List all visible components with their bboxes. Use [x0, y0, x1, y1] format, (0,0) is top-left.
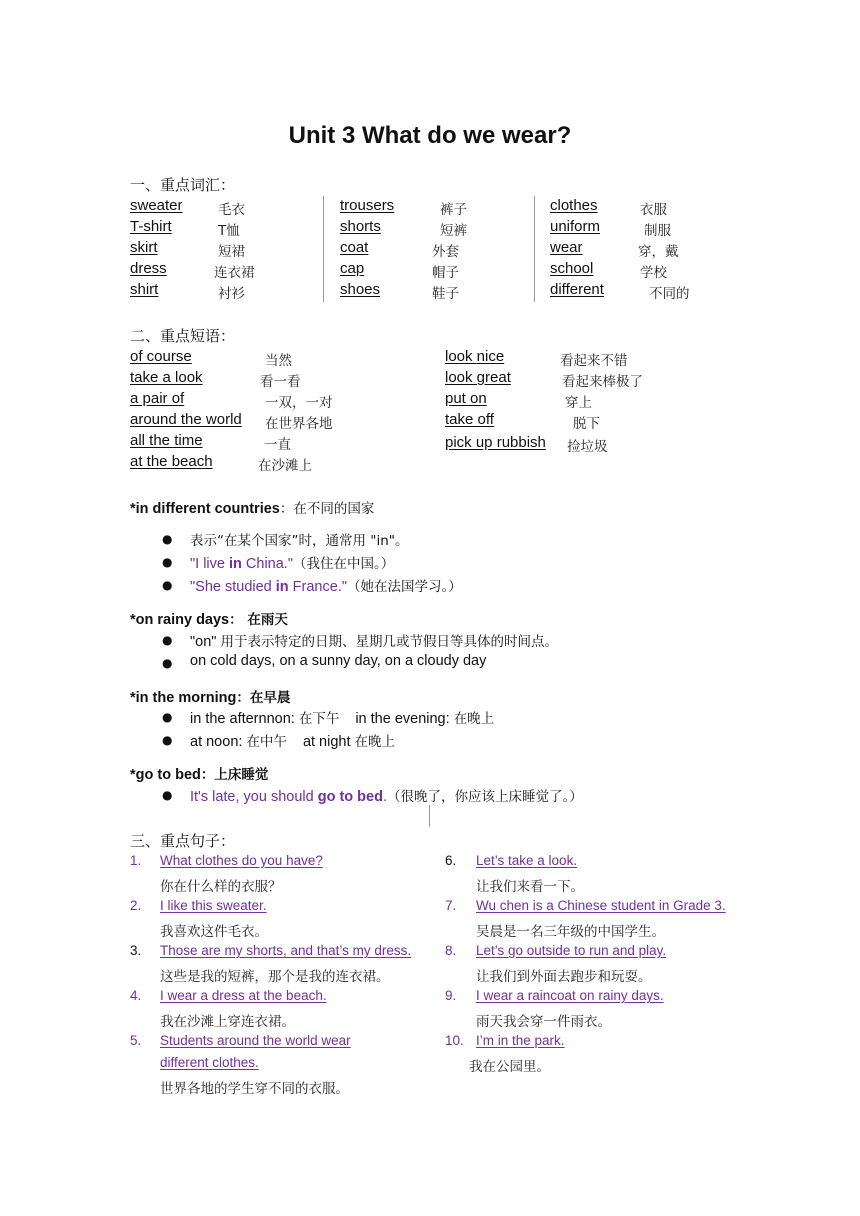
- bullet-en: "on": [190, 634, 221, 650]
- bullet-en: at night: [302, 734, 355, 750]
- phrase-meaning: 在世界各地: [265, 416, 333, 432]
- phrase-meaning: 一双，一对: [265, 395, 333, 411]
- phrase: at the beach: [130, 453, 213, 470]
- note-keyword: *go to bed: [130, 767, 201, 783]
- vocab-word: uniform: [550, 218, 601, 235]
- bullet-zh: 在晚上: [453, 711, 495, 727]
- example-text: .: [382, 789, 387, 805]
- sentences-heading: 三、重点句子：: [130, 832, 236, 850]
- sentence-en: Let’s go outside to run and play.: [476, 943, 667, 958]
- bullet-example: [190, 575, 462, 595]
- example-translation: （我住在中国。）: [292, 556, 395, 572]
- divider: [534, 196, 535, 302]
- vocab-meaning: 衬衫: [218, 286, 245, 302]
- bullet-dot: ●: [162, 788, 173, 802]
- bullet-example: [190, 552, 394, 572]
- bullet-en: at noon:: [190, 734, 247, 750]
- bullet-en: in the afternnon:: [190, 711, 299, 727]
- vocab-word: trousers: [340, 197, 395, 214]
- bullet-zh: 在下午: [298, 711, 340, 727]
- note-go-to-bed: [130, 763, 268, 783]
- bullet-dot: ●: [162, 532, 173, 546]
- bullet-text: [190, 730, 395, 750]
- vocab-word: different: [550, 281, 604, 298]
- note-in-different-countries: [130, 497, 374, 517]
- phrase: take a look: [130, 369, 203, 386]
- vocab-meaning: T恤: [218, 223, 240, 239]
- vocab-meaning: 短裙: [218, 244, 245, 260]
- sentence-number: 1.: [130, 853, 142, 868]
- vocab-meaning: 鞋子: [432, 286, 459, 302]
- sentence-en: I wear a dress at the beach.: [160, 988, 327, 1003]
- example-text: "I live: [190, 556, 229, 572]
- phrase-meaning: 看起来棒极了: [562, 374, 643, 390]
- phrase-meaning: 看起来不错: [560, 353, 628, 369]
- sentence-en: Wu chen is a Chinese student in Grade 3.: [476, 898, 726, 913]
- phrase-meaning: 在沙滩上: [258, 458, 312, 474]
- sentence-zh: 我喜欢这件毛衣。: [160, 924, 268, 940]
- example-text: China.": [241, 556, 293, 572]
- vocab-word: coat: [340, 239, 369, 256]
- bullet-dot: ●: [162, 710, 173, 724]
- divider: [323, 196, 324, 302]
- sentence-zh: 让我们来看一下。: [476, 879, 584, 895]
- sentence-zh: 我在公园里。: [469, 1059, 550, 1075]
- sentence-number: 8.: [445, 943, 457, 958]
- sentence-zh: 这些是我的短裤，那个是我的连衣裙。: [160, 969, 390, 985]
- note-on-rainy-days: [130, 608, 288, 628]
- bullet-zh: 在晚上: [354, 734, 396, 750]
- phrase-meaning: 当然: [265, 353, 292, 369]
- bullet-zh: 用于表示特定的日期、星期几或节假日等具体的时间点。: [220, 634, 558, 650]
- bullet-en: in the evening:: [355, 711, 454, 727]
- sentence-number: 7.: [445, 898, 457, 913]
- bullet-dot: ●: [162, 555, 173, 569]
- vocab-word: sweater: [130, 197, 183, 214]
- vocab-meaning: 毛衣: [218, 202, 245, 218]
- note-meaning: ：在早晨: [236, 690, 291, 706]
- vocab-heading: 一、重点词汇：: [130, 176, 236, 194]
- page-title: Unit 3 What do we wear?: [288, 122, 572, 149]
- phrase: all the time: [130, 432, 203, 449]
- phrase-meaning: 看一看: [260, 374, 301, 390]
- vocab-meaning: 连衣裙: [214, 265, 255, 281]
- vocab-meaning: 穿，戴: [638, 244, 679, 260]
- bullet-dot: ●: [162, 656, 173, 670]
- example-keyword: in: [229, 556, 242, 572]
- phrase: around the world: [130, 411, 242, 428]
- vocab-meaning: 学校: [640, 265, 667, 281]
- vocab-meaning: 外套: [432, 244, 459, 260]
- vocab-word: school: [550, 260, 594, 277]
- bullet-text: on cold days, on a sunny day, on a cloudy day: [190, 653, 487, 669]
- phrase: look nice: [445, 348, 505, 365]
- bullet-dot: ●: [162, 733, 173, 747]
- phrase: put on: [445, 390, 487, 407]
- phrase: take off: [445, 411, 494, 428]
- phrase: look great: [445, 369, 511, 386]
- note-keyword: *in the morning: [130, 690, 237, 706]
- sentence-number: 2.: [130, 898, 142, 913]
- vocab-word: skirt: [130, 239, 158, 256]
- bullet-dot: ●: [162, 578, 173, 592]
- sentence-zh: 世界各地的学生穿不同的衣服。: [160, 1081, 349, 1097]
- example-text: "She studied: [190, 579, 276, 595]
- phrases-heading: 二、重点短语：: [130, 327, 236, 345]
- note-keyword: *on rainy days: [130, 612, 230, 628]
- sentence-en: What clothes do you have?: [160, 853, 323, 868]
- sentence-number: 10.: [445, 1033, 464, 1048]
- vocab-word: shirt: [130, 281, 159, 298]
- sentence-zh: 让我们到外面去跑步和玩耍。: [476, 969, 652, 985]
- sentence-en: I like this sweater.: [160, 898, 267, 913]
- vocab-meaning: 帽子: [432, 265, 459, 281]
- phrase: a pair of: [130, 390, 185, 407]
- sentence-zh: 你在什么样的衣服？: [160, 879, 282, 895]
- phrase-meaning: 一直: [264, 437, 291, 453]
- vocab-meaning: 短裤: [440, 223, 467, 239]
- phrase: pick up rubbish: [445, 434, 546, 451]
- note-meaning: ：上床睡觉: [200, 767, 269, 783]
- vocab-word: clothes: [550, 197, 598, 214]
- bullet-example: [190, 785, 583, 805]
- bullet-text: [190, 707, 494, 727]
- sentence-en-continued: different clothes.: [160, 1055, 259, 1070]
- note-meaning: ： 在雨天: [229, 612, 288, 628]
- divider: [429, 805, 430, 827]
- vocab-word: cap: [340, 260, 365, 277]
- phrase-meaning: 脱下: [573, 416, 600, 432]
- sentence-number: 6.: [445, 853, 457, 868]
- sentence-en: Those are my shorts, and that’s my dress.: [160, 943, 412, 958]
- note-meaning: ：在不同的国家: [279, 501, 375, 517]
- vocab-meaning: 裤子: [440, 202, 467, 218]
- sentence-number: 4.: [130, 988, 142, 1003]
- bullet-text: 表示“在某个国家”时，通常用 "in"。: [190, 533, 409, 549]
- sentence-en: Students around the world wear: [160, 1033, 351, 1048]
- sentence-number: 9.: [445, 988, 457, 1003]
- example-translation: （她在法国学习。）: [347, 579, 462, 595]
- bullet-text: [190, 630, 558, 650]
- phrase: of course: [130, 348, 192, 365]
- vocab-word: shorts: [340, 218, 381, 235]
- vocab-word: T-shirt: [130, 218, 172, 235]
- note-in-the-morning: [130, 686, 290, 706]
- sentence-number: 5.: [130, 1033, 142, 1048]
- vocab-meaning: 不同的: [649, 286, 690, 302]
- sentence-zh: 雨天我会穿一件雨衣。: [476, 1014, 611, 1030]
- bullet-dot: ●: [162, 633, 173, 647]
- note-keyword: *in different countries: [130, 501, 280, 517]
- sentence-zh: 吴晨是一名三年级的中国学生。: [476, 924, 665, 940]
- sentence-zh: 我在沙滩上穿连衣裙。: [160, 1014, 295, 1030]
- phrase-meaning: 捡垃圾: [567, 439, 608, 455]
- sentence-number: 3.: [130, 943, 142, 958]
- example-text: France.": [288, 579, 347, 595]
- vocab-word: dress: [130, 260, 167, 277]
- example-text: It's late, you should: [190, 789, 318, 805]
- vocab-word: wear: [550, 239, 583, 256]
- vocab-meaning: 衣服: [640, 202, 667, 218]
- example-keyword: go to bed: [317, 789, 383, 805]
- sentence-en: I’m in the park.: [476, 1033, 565, 1048]
- phrase-meaning: 穿上: [565, 395, 592, 411]
- example-translation: （很晚了，你应该上床睡觉了。）: [387, 789, 583, 805]
- vocab-word: shoes: [340, 281, 381, 298]
- bullet-zh: 在中午: [246, 734, 287, 750]
- vocab-meaning: 制服: [644, 223, 671, 239]
- example-keyword: in: [275, 579, 289, 595]
- sentence-en: Let’s take a look.: [476, 853, 578, 868]
- sentence-en: I wear a raincoat on rainy days.: [476, 988, 664, 1003]
